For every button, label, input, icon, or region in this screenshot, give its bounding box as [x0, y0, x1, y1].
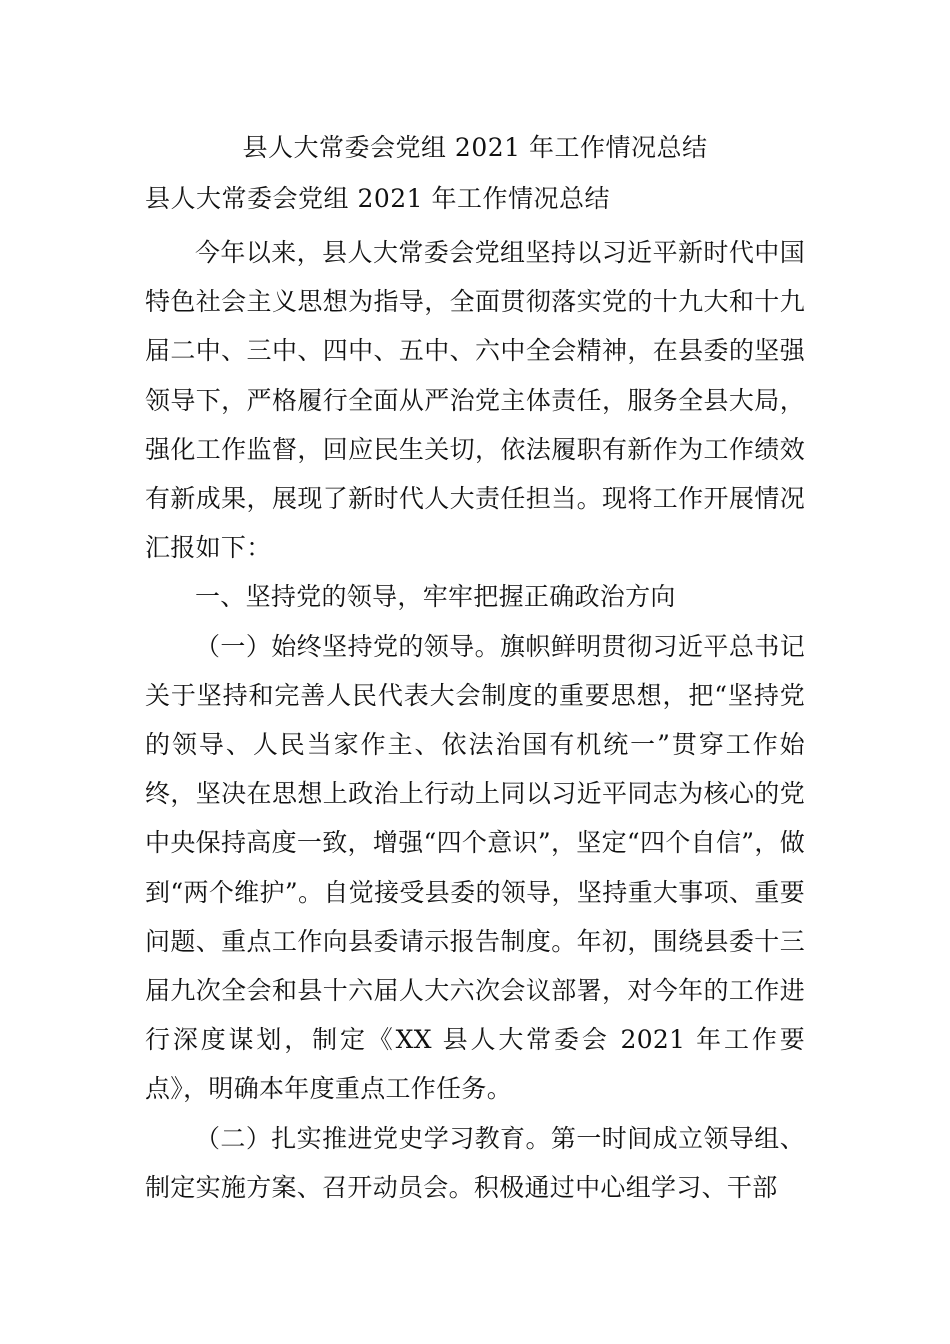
- document-title: 县人大常委会党组 2021 年工作情况总结: [242, 133, 708, 162]
- body-paragraph-2: （二）扎实推进党史学习教育。第一时间成立领导组、制定实施方案、召开动员会。积极通过中心组学习、干部: [145, 1123, 805, 1202]
- document-body: [145, 228, 805, 1212]
- document-subtitle: 县人大常委会党组 2021 年工作情况总结: [145, 184, 611, 213]
- intro-paragraph: 今年以来，县人大常委会党组坚持以习近平新时代中国特色社会主义思想为指导，全面贯彻落实党的十九大和十九届二中、三中、四中、五中、六中全会精神，在县委的坚强领导下，严格履行全面从严治党主体责任，服务全县大局，强化工作监督，回应民生关切，依法履职有新作为工作绩效有新成果，展现了新时代人大责任担当。现将工作开展情况汇报如下：: [145, 238, 805, 563]
- body-paragraph-1: （一）始终坚持党的领导。旗帜鲜明贯彻习近平总书记关于坚持和完善人民代表大会制度的重要思想，把“坚持党的领导、人民当家作主、依法治国有机统一”贯穿工作始终，坚决在思想上政治上行动上同以习近平同志为核心的党中央保持高度一致，增强“四个意识”，坚定“四个自信”，做到“两个维护”。自觉接受县委的领导，坚持重大事项、重要问题、重点工作向县委请示报告制度。年初，围绕县委十三届九次全会和县十六届人大六次会议部署，对今年的工作进行深度谋划，制定《XX 县人大常委会 2021 年工作要点》，明确本年度重点工作任务。: [145, 631, 805, 1104]
- section-heading-1: 一、坚持党的领导，牢牢把握正确政治方向: [195, 582, 676, 612]
